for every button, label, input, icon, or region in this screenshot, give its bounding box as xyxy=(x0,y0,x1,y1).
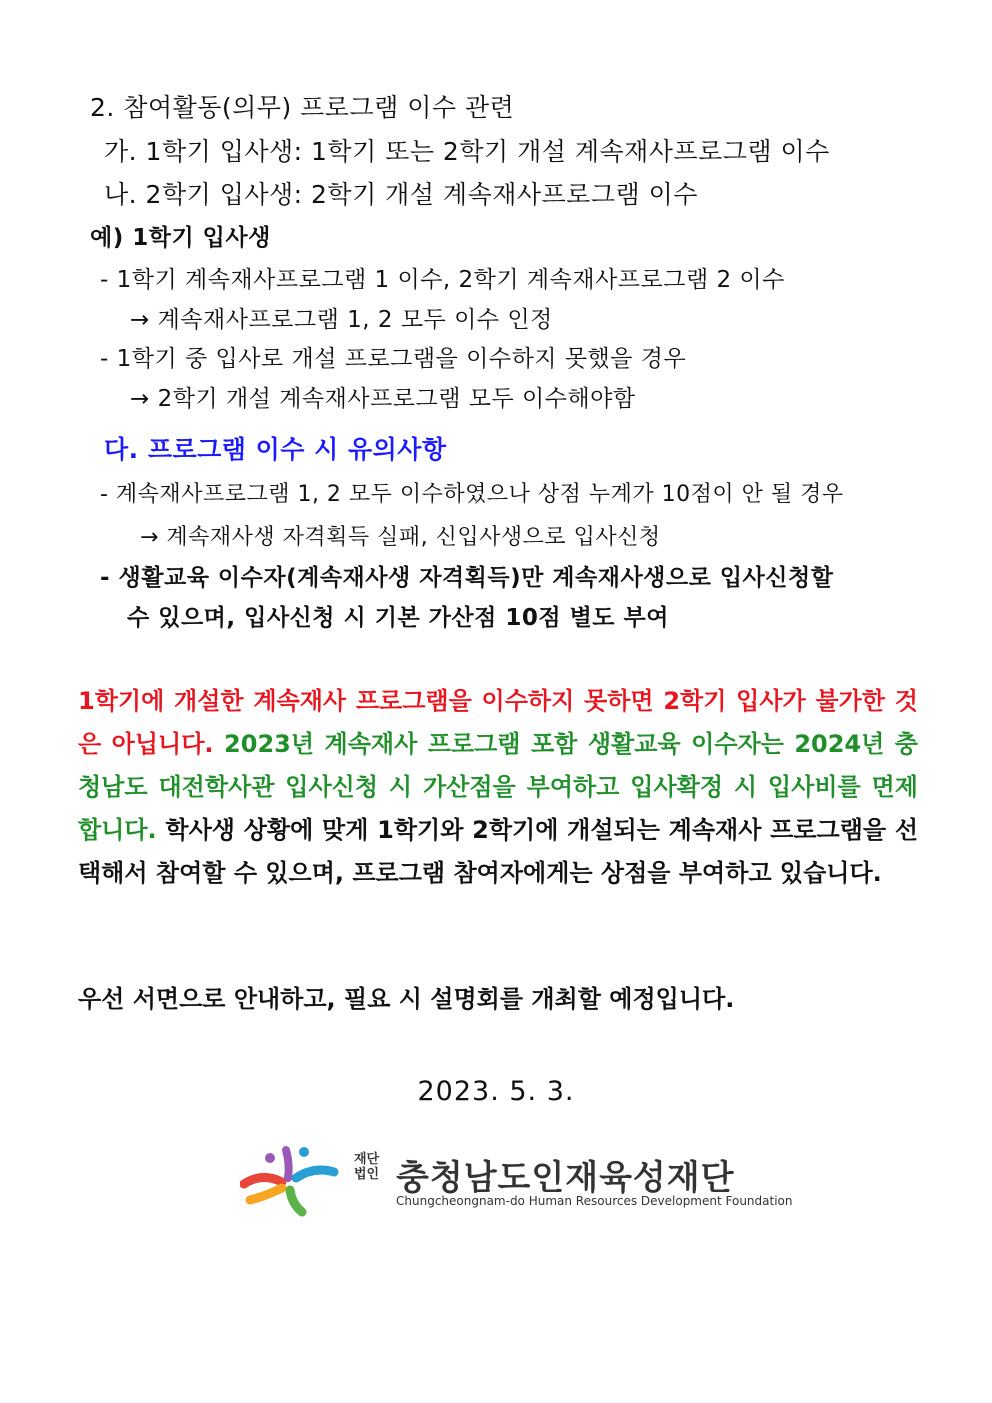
closing-text: 우선 서면으로 안내하고, 필요 시 설명회를 개최할 예정입니다. xyxy=(78,985,735,1013)
document-date: 2023. 5. 3. xyxy=(417,1076,575,1107)
foundation-logo xyxy=(240,1138,793,1218)
notice-black-text: 학사생 상황에 맞게 1학기와 2학기에 개설되는 계속재사 프로그램을 선택해서 참여할 수 있으며, 프로그램 참여자에게는 상점을 부여하고 있습니다. xyxy=(78,816,918,887)
example-line: → 계속재사프로그램 1, 2 모두 이수 인정 xyxy=(130,307,553,333)
note-line: - 생활교육 이수자(계속재사생 자격획득)만 계속재사생으로 입사신청할 xyxy=(100,565,834,591)
item-ga: 가. 1학기 입사생: 1학기 또는 2학기 개설 계속재사프로그램 이수 xyxy=(104,137,830,166)
logo-name-ko: 충청남도인재육성재단 xyxy=(396,1158,735,1198)
logo-name-en: Chungcheongnam-do Human Resources Development Foundation xyxy=(396,1194,793,1208)
logo-corp-label: 재단 법인 xyxy=(354,1152,380,1182)
item-da: 다. 프로그램 이수 시 유의사항 xyxy=(104,435,447,464)
note-line: → 계속재사생 자격획득 실패, 신입사생으로 입사신청 xyxy=(140,525,661,550)
notice-green-text: 2023년 계속재사 프로그램 포함 생활교육 이수자는 2024년 충청남도 대전학사관 입사신청 시 가산점을 부여하고 입사확정 시 입사비를 면제합니다. xyxy=(78,730,918,844)
notice-red-text: 1학기에 개설한 계속재사 프로그램을 이수하지 못하면 2학기 입사가 불가한 것은 아닙니다. xyxy=(78,687,918,758)
note-line: 수 있으며, 입사신청 시 기본 가산점 10점 별도 부여 xyxy=(127,605,669,631)
example-line: - 1학기 계속재사프로그램 1 이수, 2학기 계속재사프로그램 2 이수 xyxy=(100,267,785,293)
notice-paragraph xyxy=(78,680,918,895)
example-line: → 2학기 개설 계속재사프로그램 모두 이수해야함 xyxy=(130,386,636,412)
example-title: 예) 1학기 입사생 xyxy=(90,225,271,251)
note-line: - 계속재사프로그램 1, 2 모두 이수하였으나 상점 누계가 10점이 안 될 경우 xyxy=(100,482,844,507)
logo-mark-icon xyxy=(240,1138,340,1218)
section-heading: 2. 참여활동(의무) 프로그램 이수 관련 xyxy=(90,93,515,122)
item-na: 나. 2학기 입사생: 2학기 개설 계속재사프로그램 이수 xyxy=(104,180,698,209)
example-line: - 1학기 중 입사로 개설 프로그램을 이수하지 못했을 경우 xyxy=(100,346,687,372)
